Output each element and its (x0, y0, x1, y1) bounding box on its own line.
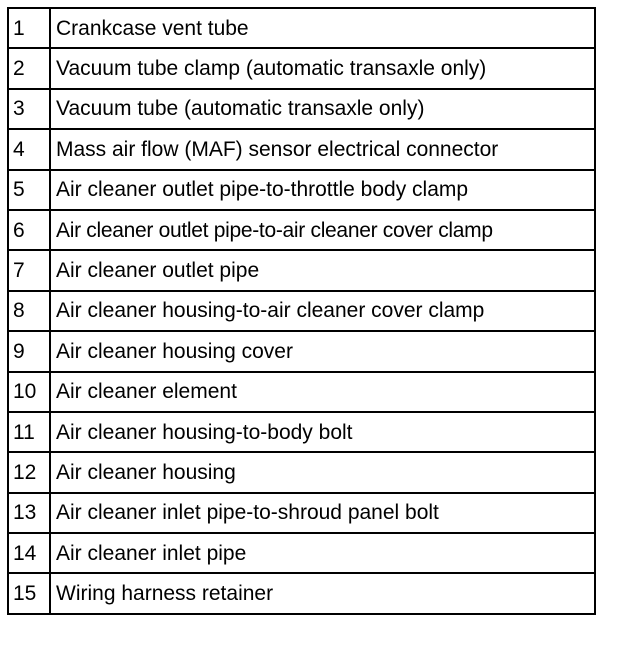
item-number: 8 (8, 291, 50, 331)
table-row (8, 170, 595, 210)
item-number: 1 (8, 8, 50, 48)
table-row (8, 533, 595, 573)
item-number: 10 (8, 372, 50, 412)
item-description: Air cleaner inlet pipe (50, 533, 595, 573)
item-number: 11 (8, 412, 50, 452)
item-number: 13 (8, 493, 50, 533)
item-number: 3 (8, 89, 50, 129)
item-number: 15 (8, 573, 50, 613)
table-row (8, 291, 595, 331)
table-row (8, 89, 595, 129)
table-row (8, 210, 595, 250)
item-number: 6 (8, 210, 50, 250)
item-description: Vacuum tube clamp (automatic transaxle only) (50, 48, 595, 88)
item-description: Air cleaner inlet pipe-to-shroud panel bolt (50, 493, 595, 533)
table-row (8, 493, 595, 533)
item-number: 12 (8, 452, 50, 492)
item-number: 2 (8, 48, 50, 88)
item-description: Air cleaner outlet pipe (50, 250, 595, 290)
table-row (8, 452, 595, 492)
item-description: Air cleaner housing-to-air cleaner cover clamp (50, 291, 595, 331)
item-description: Air cleaner outlet pipe-to-air cleaner cover clamp (50, 210, 595, 250)
table-row (8, 573, 595, 613)
item-description: Wiring harness retainer (50, 573, 595, 613)
table-row (8, 372, 595, 412)
item-description: Air cleaner housing-to-body bolt (50, 412, 595, 452)
item-description: Vacuum tube (automatic transaxle only) (50, 89, 595, 129)
item-number: 9 (8, 331, 50, 371)
table-row (8, 8, 595, 48)
item-description: Air cleaner outlet pipe-to-throttle body clamp (50, 170, 595, 210)
item-description: Crankcase vent tube (50, 8, 595, 48)
item-number: 14 (8, 533, 50, 573)
table-row (8, 48, 595, 88)
table-row (8, 250, 595, 290)
table-row (8, 129, 595, 169)
item-description: Mass air flow (MAF) sensor electrical connector (50, 129, 595, 169)
table-row (8, 331, 595, 371)
item-description: Air cleaner housing (50, 452, 595, 492)
item-number: 5 (8, 170, 50, 210)
item-description: Air cleaner housing cover (50, 331, 595, 371)
component-legend-table (7, 7, 596, 615)
item-number: 4 (8, 129, 50, 169)
item-description: Air cleaner element (50, 372, 595, 412)
item-number: 7 (8, 250, 50, 290)
table-row (8, 412, 595, 452)
